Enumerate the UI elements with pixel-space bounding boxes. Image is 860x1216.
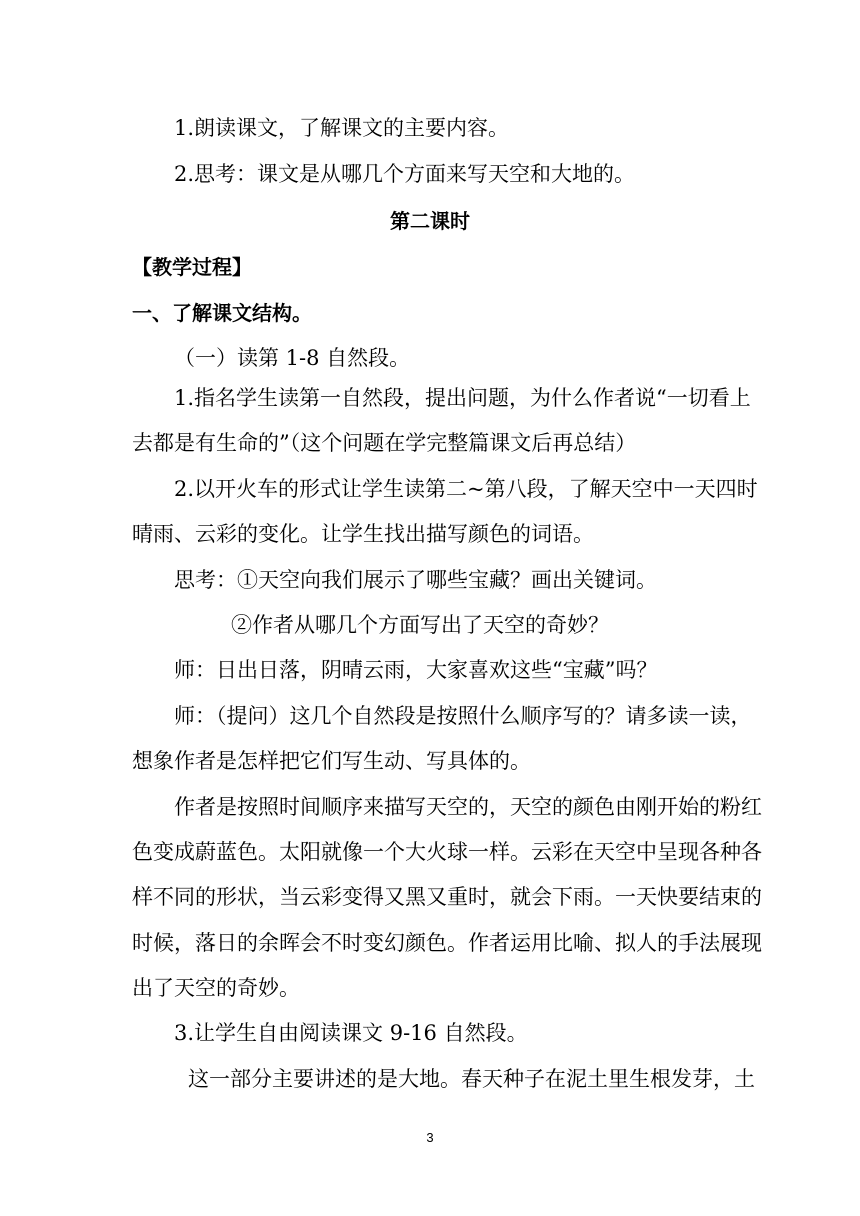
paragraph-line-21: 3.让学生自由阅读课文 9-16 自然段。	[174, 1021, 528, 1045]
paragraph-line-12: ②作者从哪几个方面写出了天空的奇妙？	[231, 613, 609, 637]
paragraph-line-6: （一）读第 1-8 自然段。	[174, 346, 411, 370]
paragraph-line-1: 1.朗读课文，了解课文的主要内容。	[174, 116, 510, 140]
section-heading: 【教学过程】	[132, 255, 252, 279]
subsection-heading: 一、了解课文结构。	[132, 301, 312, 325]
paragraph-line-8: 去都是有生命的”（这个问题在学完整篇课文后再总结）	[132, 431, 637, 455]
paragraph-line-20: 出了天空的奇妙。	[132, 976, 300, 1000]
paragraph-line-17: 色变成蔚蓝色。太阳就像一个大火球一样。云彩在天空中呈现各种各	[132, 840, 762, 864]
paragraph-line-22: 这一部分主要讲述的是大地。春天种子在泥土里生根发芽，土	[188, 1067, 755, 1091]
paragraph-line-2: 2.思考：课文是从哪几个方面来写天空和大地的。	[174, 162, 636, 186]
paragraph-line-16: 作者是按照时间顺序来描写天空的，天空的颜色由刚开始的粉红	[174, 795, 762, 819]
paragraph-line-13: 师：日出日落，阴晴云雨，大家喜欢这些“宝藏”吗？	[174, 658, 658, 682]
paragraph-line-9: 2.以开火车的形式让学生读第二~第八段，了解天空中一天四时	[174, 477, 758, 501]
paragraph-line-11: 思考：①天空向我们展示了哪些宝藏？画出关键词。	[174, 568, 657, 592]
paragraph-line-18: 样不同的形状，当云彩变得又黑又重时，就会下雨。一天快要结束的	[132, 885, 762, 909]
page-number: 3	[426, 1130, 434, 1145]
paragraph-line-14: 师：（提问）这几个自然段是按照什么顺序写的？请多读一读，	[174, 704, 752, 728]
paragraph-line-19: 时候，落日的余晖会不时变幻颜色。作者运用比喻、拟人的手法展现	[132, 931, 762, 955]
paragraph-line-7: 1.指名学生读第一自然段，提出问题，为什么作者说“一切看上	[174, 386, 751, 410]
paragraph-line-10: 晴雨、云彩的变化。让学生找出描写颜色的词语。	[132, 522, 594, 546]
paragraph-line-15: 想象作者是怎样把它们写生动、写具体的。	[132, 749, 531, 773]
lesson-heading: 第二课时	[390, 209, 470, 233]
